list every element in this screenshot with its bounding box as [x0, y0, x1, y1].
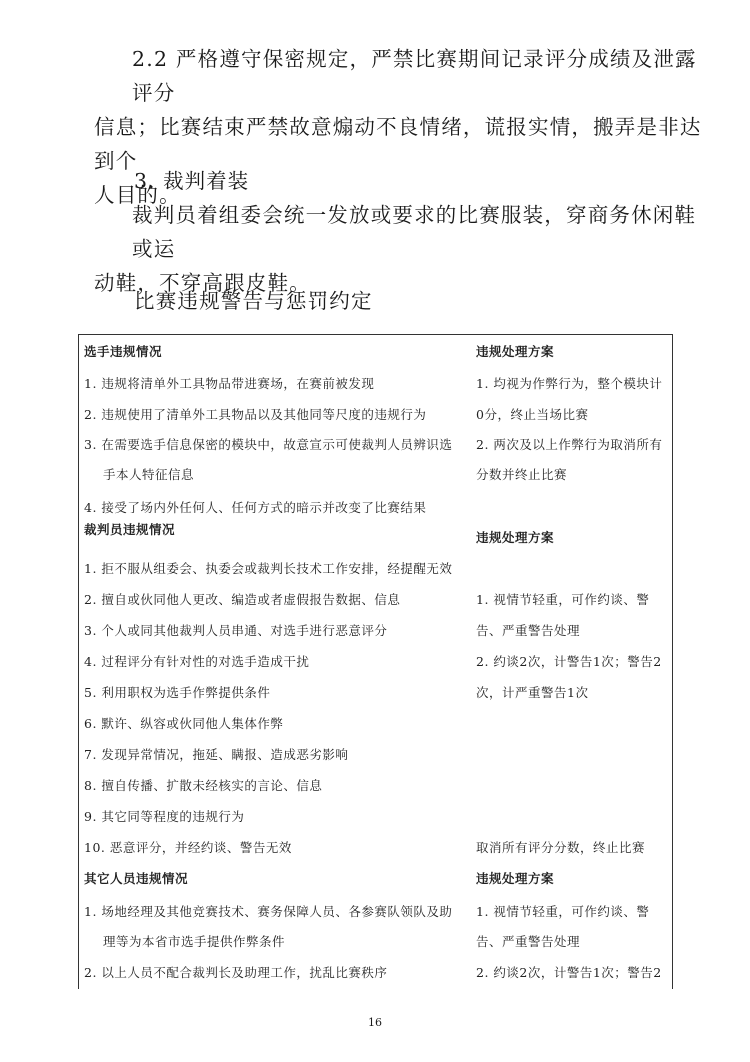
action-line: 2. 约谈2次，计警告1次；警告2 [476, 965, 662, 980]
section2-left-header: 裁判员违规情况 [84, 522, 176, 537]
action-line: 取消所有评分分数，终止比赛 [476, 840, 646, 855]
list-item: 7. 发现异常情况，拖延、瞒报、造成恶劣影响 [84, 747, 349, 762]
table-title: 比赛违规警告与惩罚约定 [134, 289, 373, 313]
list-item: 1. 拒不服从组委会、执委会或裁判长技术工作安排，经提醒无效 [84, 561, 453, 576]
page-number: 16 [368, 1016, 382, 1029]
list-item: 6. 默许、纵容或伙同他人集体作弊 [84, 716, 284, 731]
list-item: 3. 在需要选手信息保密的模块中，故意宣示可使裁判人员辨识选 [84, 437, 453, 452]
intro-para1-line2: 信息；比赛结束严禁故意煽动不良情绪，谎报实情，搬弄是非达到个 [94, 115, 702, 173]
action-line: 0分，终止当场比赛 [476, 407, 589, 422]
list-item: 理等为本省市选手提供作弊条件 [103, 934, 286, 949]
section1-right-header: 违规处理方案 [476, 344, 555, 359]
section1-left-header: 选手违规情况 [84, 344, 163, 359]
list-item: 1. 场地经理及其他竞赛技术、赛务保障人员、各参赛队领队及助 [84, 904, 453, 919]
list-item: 1. 违规将清单外工具物品带进赛场，在赛前被发现 [84, 376, 375, 391]
action-line: 分数并终止比赛 [476, 467, 568, 482]
action-line: 2. 约谈2次，计警告1次；警告2 [476, 654, 662, 669]
list-item: 4. 过程评分有针对性的对选手造成干扰 [84, 654, 310, 669]
intro-para1-line1: 2.2 严格遵守保密规定，严禁比赛期间记录评分成绩及泄露评分 [132, 47, 697, 105]
action-line: 告、严重警告处理 [476, 934, 581, 949]
list-item: 10. 恶意评分，并经约谈、警告无效 [84, 840, 292, 855]
action-line: 2. 两次及以上作弊行为取消所有 [476, 437, 663, 452]
list-item: 4. 接受了场内外任何人、任何方式的暗示并改变了比赛结果 [84, 500, 427, 515]
list-item: 2. 以上人员不配合裁判长及助理工作，扰乱比赛秩序 [84, 965, 388, 980]
list-item: 5. 利用职权为选手作弊提供条件 [84, 685, 271, 700]
list-item: 2. 违规使用了清单外工具物品以及其他同等尺度的违规行为 [84, 407, 427, 422]
intro-para2-line1: 裁判员着组委会统一发放或要求的比赛服装，穿商务休闲鞋或运 [132, 203, 697, 261]
list-item: 9. 其它同等程度的违规行为 [84, 809, 245, 824]
action-line: 告、严重警告处理 [476, 623, 581, 638]
action-line: 1. 视情节轻重，可作约谈、警 [476, 592, 650, 607]
section2-right-header: 违规处理方案 [476, 530, 555, 545]
table-left-border [78, 334, 79, 989]
list-item: 8. 擅自传播、扩散未经核实的言论、信息 [84, 778, 323, 793]
action-line: 1. 均视为作弊行为，整个模块计 [476, 376, 663, 391]
section-heading: 3. 裁判着装 [134, 169, 250, 193]
intro-para2-line2: 动鞋，不穿高跟皮鞋。 [94, 271, 311, 295]
list-item: 3. 个人或同其他裁判人员串通、对选手进行恶意评分 [84, 623, 388, 638]
list-item: 2. 擅自或伙同他人更改、编造或者虚假报告数据、信息 [84, 592, 401, 607]
intro-para1-line3: 人目的。 [94, 183, 181, 207]
section3-right-header: 违规处理方案 [476, 871, 555, 886]
table-top-border [78, 334, 673, 335]
section3-left-header: 其它人员违规情况 [84, 871, 189, 886]
list-item: 手本人特征信息 [103, 467, 195, 482]
table-right-border [672, 334, 673, 989]
action-line: 1. 视情节轻重，可作约谈、警 [476, 904, 650, 919]
action-line: 次，计严重警告1次 [476, 685, 589, 700]
